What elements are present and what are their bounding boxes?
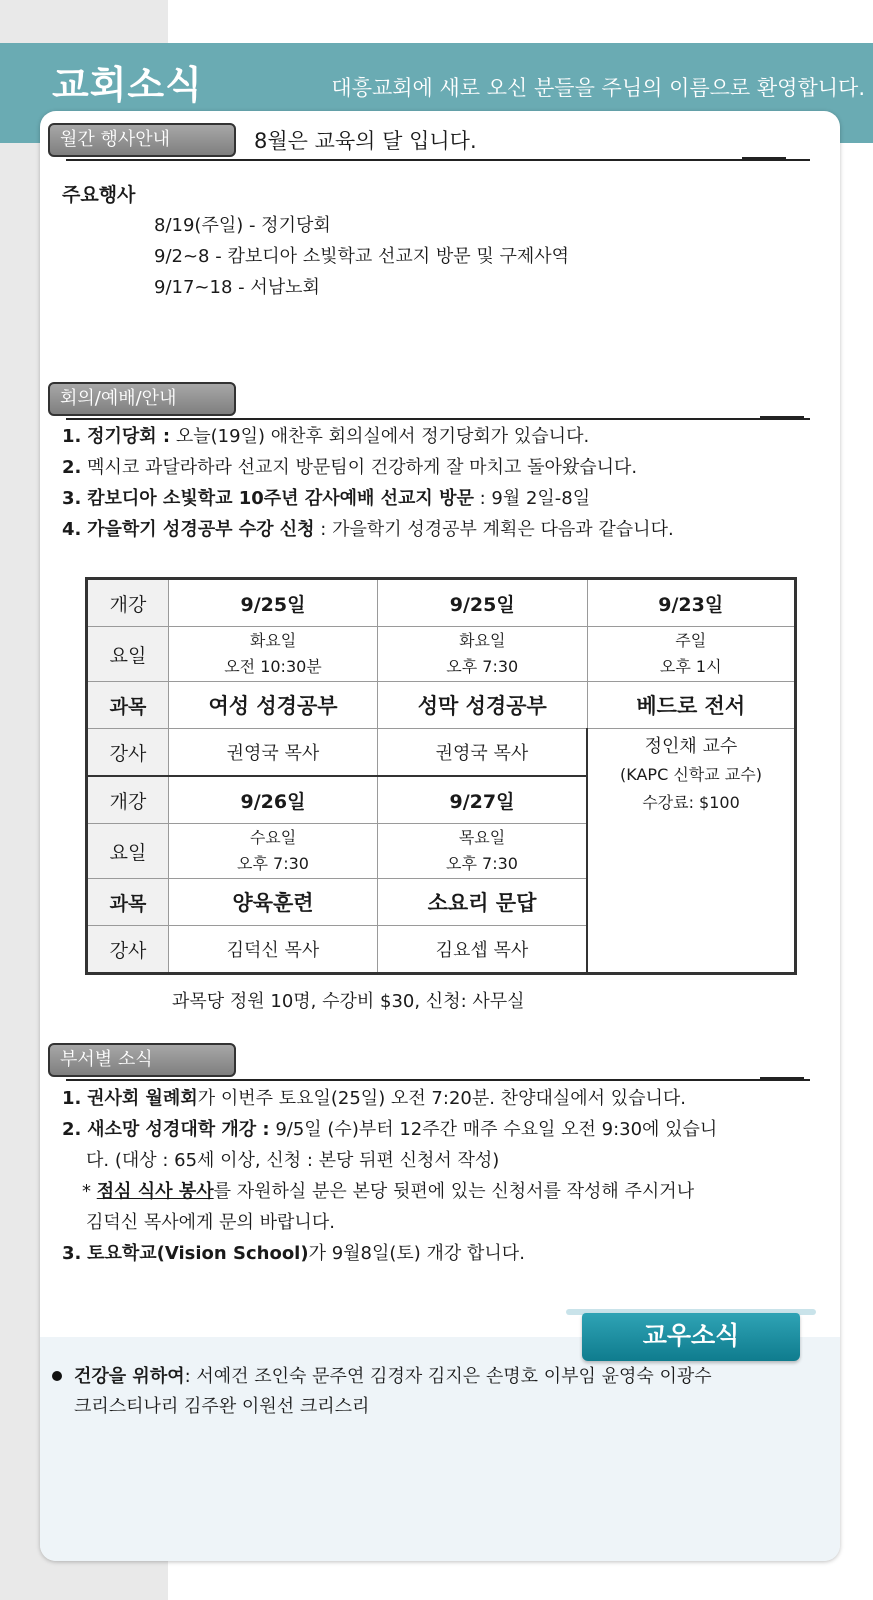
members-health-line-2: 크리스티나리 김주완 이원선 크리스리 [74, 1396, 370, 1417]
label-subject: 과목 [87, 682, 169, 729]
bullet-icon [52, 1371, 62, 1381]
monthly-heading: 8월은 교육의 달 입니다. [254, 129, 477, 153]
department-item-3: 3. 토요학교(Vision School)가 9월8일(토) 개강 합니다. [62, 1243, 525, 1264]
notice-item-3: 3. 캄보디아 소빛학교 10주년 감사예배 선교지 방문 : 9월 2일-8일 [62, 488, 591, 509]
course-teacher: 김요셉 목사 [378, 926, 588, 974]
course-teacher: 김덕신 목사 [169, 926, 378, 974]
course-subject: 여성 성경공부 [169, 682, 378, 729]
lunch-volunteer-note-cont: 김덕신 목사에게 문의 바랍니다. [86, 1212, 335, 1233]
course-teacher: 권영국 목사 [378, 729, 588, 777]
section-divider [66, 159, 810, 161]
notice-item-1: 1. 정기당회 : 오늘(19일) 애찬후 회의실에서 정기당회가 있습니다. [62, 426, 590, 447]
main-events-heading: 주요행사 [62, 184, 136, 206]
course-day: 주일 오후 1시 [587, 627, 796, 682]
event-item: 9/2~8 - 캄보디아 소빛학교 선교지 방문 및 구제사역 [154, 246, 570, 267]
notice-item-2: 2. 멕시코 과달라하라 선교지 방문팀이 건강하게 잘 마치고 돌아왔습니다. [62, 457, 638, 478]
course-subject: 소요리 문답 [378, 879, 588, 926]
department-item-2-cont: 다. (대상 : 65세 이상, 신청 : 본당 뒤편 신청서 작성) [86, 1150, 500, 1171]
label-day: 요일 [87, 627, 169, 682]
tab-monthly-events: 월간 행사안내 [48, 123, 236, 157]
course-day: 화요일 오전 10:30분 [169, 627, 378, 682]
label-subject: 과목 [87, 879, 169, 926]
members-health-line-1: 건강을 위하여: 서예건 조인숙 문주연 김경자 김지은 손명호 이부임 윤영숙 이광수 [74, 1366, 712, 1387]
divider-accent [742, 157, 786, 160]
course-date: 9/23일 [587, 579, 796, 627]
course-teacher-detail: 정인채 교수 (KAPC 신학교 교수) 수강료: $100 [587, 729, 796, 974]
course-date: 9/26일 [169, 776, 378, 824]
members-news-badge: 교우소식 [582, 1313, 800, 1361]
department-item-2: 2. 새소망 성경대학 개강 : 9/5일 (수)부터 12주간 매주 수요일 오전 9:30에 있습니 [62, 1119, 718, 1140]
event-item: 9/17~18 - 서남노회 [154, 277, 320, 298]
course-day: 목요일 오후 7:30 [378, 824, 588, 879]
table-row [87, 627, 796, 682]
notice-item-4: 4. 가을학기 성경공부 수강 신청 : 가을학기 성경공부 계획은 다음과 같습니다. [62, 519, 674, 540]
course-day: 화요일 오후 7:30 [378, 627, 588, 682]
lunch-volunteer-note: * 점심 식사 봉사를 자원하실 분은 본당 뒷편에 있는 신청서를 작성해 주시거나 [82, 1181, 695, 1202]
course-subject: 베드로 전서 [587, 682, 796, 729]
label-day: 요일 [87, 824, 169, 879]
course-note: 과목당 정원 10명, 수강비 $30, 신청: 사무실 [172, 991, 525, 1012]
tab-meeting-worship: 회의/예배/안내 [48, 382, 236, 416]
course-date: 9/25일 [169, 579, 378, 627]
course-day: 수요일 오후 7:30 [169, 824, 378, 879]
table-row [87, 579, 796, 627]
welcome-subtitle: 대흥교회에 새로 오신 분들을 주님의 이름으로 환영합니다. [331, 76, 865, 100]
course-schedule-table [85, 577, 797, 975]
section-divider [66, 1079, 810, 1081]
label-open: 개강 [87, 776, 169, 824]
table-row [87, 729, 796, 777]
divider-accent [760, 416, 804, 419]
course-date: 9/25일 [378, 579, 588, 627]
news-panel [40, 111, 840, 1561]
table-row [87, 682, 796, 729]
page-title: 교회소식 [52, 63, 203, 107]
divider-accent [760, 1077, 804, 1080]
course-subject: 양육훈련 [169, 879, 378, 926]
label-teacher: 강사 [87, 926, 169, 974]
course-date: 9/27일 [378, 776, 588, 824]
course-teacher: 권영국 목사 [169, 729, 378, 777]
section-divider [66, 418, 810, 420]
tab-department-news: 부서별 소식 [48, 1043, 236, 1077]
course-subject: 성막 성경공부 [378, 682, 588, 729]
event-item: 8/19(주일) - 정기당회 [154, 215, 331, 236]
label-teacher: 강사 [87, 729, 169, 777]
label-open: 개강 [87, 579, 169, 627]
department-item-1: 1. 권사회 월례회가 이번주 토요일(25일) 오전 7:20분. 찬양대실에서 있습니다. [62, 1088, 687, 1109]
